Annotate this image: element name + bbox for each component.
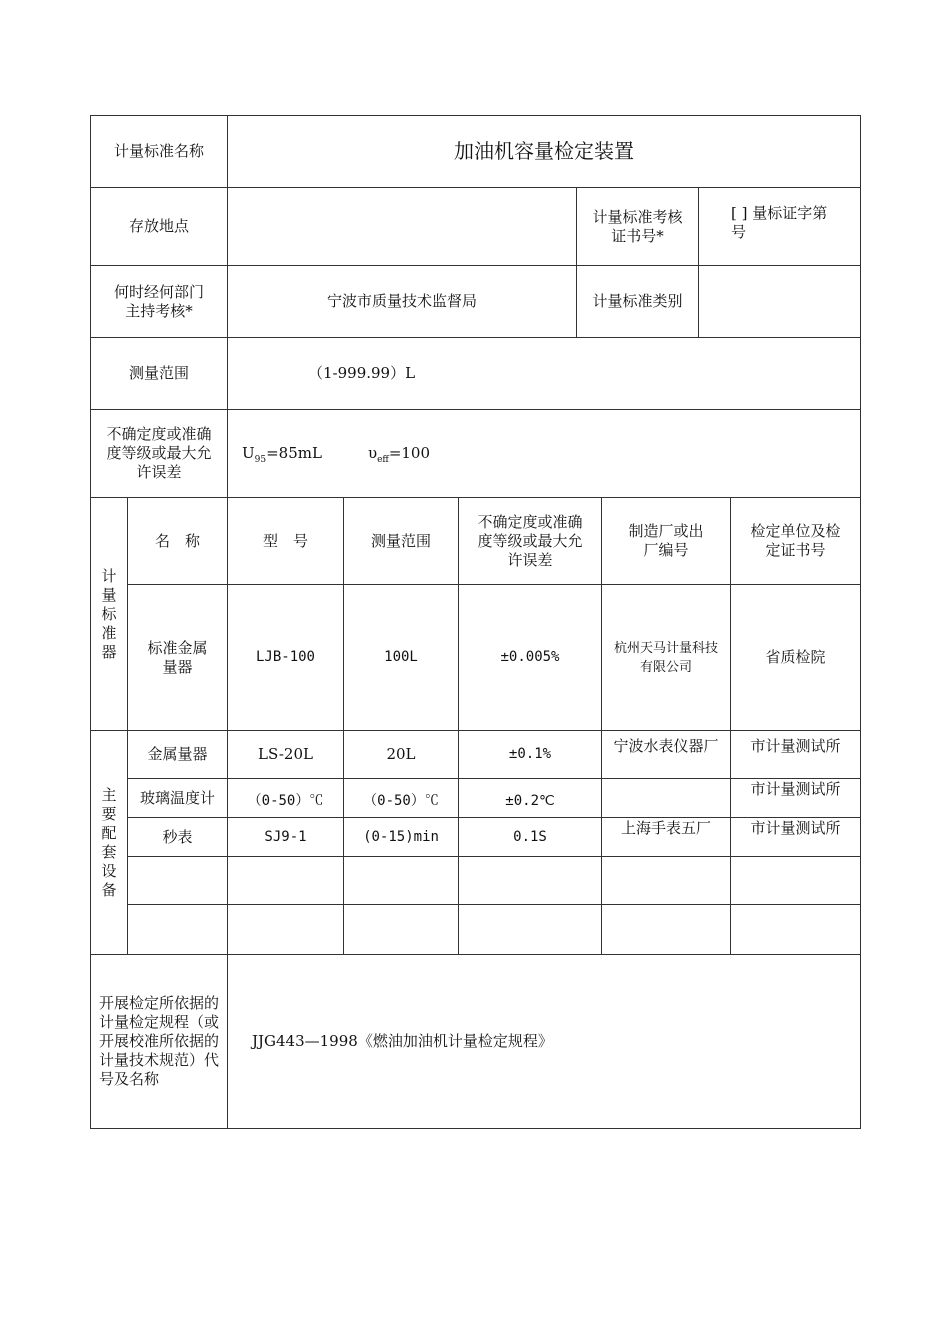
vertical-char: 备 [101,880,117,899]
assessment-dept-label: 何时经何部门主持考核* [113,282,204,320]
header-verification-unit: 检定单位及检定证书号 [750,522,841,559]
uncertainty-value [228,410,860,497]
equipment-model: SJ9-1 [264,828,307,845]
standard-range: 100L [384,649,418,665]
equipment-range [344,905,458,954]
standard-name: 标准金属量器 [147,638,208,676]
equipment-manufacturer [602,905,730,954]
header-uncertainty: 不确定度或准确度等级或最大允许误差 [477,512,583,569]
header-model: 型 号 [262,531,308,550]
equipment-range: (0-15)min [363,828,439,845]
equipment-model: （0-50）℃ [247,792,324,809]
header-range: 测量范围 [370,531,431,550]
standard-uncertainty: ±0.005% [500,649,560,665]
equipment-uncertainty: ±0.1% [508,746,552,762]
location-value [228,188,576,265]
equipment-verification-unit [731,905,860,954]
category-value [699,266,860,337]
equipment-manufacturer [602,857,730,904]
equipment-range: （0-50）℃ [363,792,439,809]
category-label: 计量标准类别 [592,292,683,310]
vertical-char: 标 [101,604,117,623]
range-value: （1-999.99）L [308,364,416,382]
vertical-char: 套 [101,842,117,861]
standard-verification-unit: 省质检院 [765,648,826,666]
equipment-name: 秒表 [162,827,193,846]
equipment-uncertainty [459,905,601,954]
basis-label: 开展检定所依据的计量检定规程（或开展校准所依据的计量技术规范）代号及名称 [99,994,220,1088]
equipment-manufacturer: 上海手表五厂 [620,819,711,837]
location-label: 存放地点 [128,217,189,235]
standard-section-label [91,498,127,730]
header-name: 名 称 [154,531,200,550]
equipment-range: 20L [386,745,416,763]
border-bottom [90,1128,861,1129]
vertical-char: 设 [101,861,117,880]
equipment-uncertainty: ±0.2℃ [505,792,555,809]
range-label: 测量范围 [128,364,189,382]
equipment-name: 金属量器 [147,745,208,763]
vertical-char: 准 [101,623,117,642]
vertical-char: 计 [101,566,117,585]
equipment-model: LS-20L [258,745,313,763]
vertical-char: 要 [101,804,117,823]
equipment-uncertainty: 0.1S [513,828,547,845]
equipment-name [128,905,227,954]
equipment-range [344,857,458,904]
u95-value: $U_{95}=85mL$ [242,444,322,465]
vertical-char: 配 [101,823,117,842]
equipment-manufacturer: 宁波水表仪器厂 [613,737,719,755]
veff-value: $\upsilon_{eff}=100$ [367,444,431,465]
standard-model: LJB-100 [255,649,315,665]
equipment-model [228,905,343,954]
equipment-name [128,857,227,904]
vertical-char: 器 [101,642,117,661]
equipment-section-label [91,731,127,954]
vertical-char: 主 [101,785,117,804]
equipment-verification-unit: 市计量测试所 [750,737,841,755]
vertical-char: 量 [101,585,117,604]
equipment-verification-unit: 市计量测试所 [750,780,841,798]
equipment-model [228,857,343,904]
cert-number-label: 计量标准考核证书号* [592,207,683,245]
header-manufacturer: 制造厂或出厂编号 [628,522,704,559]
equipment-verification-unit [731,857,860,904]
basis-value: JJG443—1998《燃油加油机计量检定规程》 [252,1032,553,1050]
standard-name-value: 加油机容量检定装置 [454,139,634,163]
equipment-uncertainty [459,857,601,904]
standard-manufacturer: 杭州天马计量科技有限公司 [613,640,718,675]
cert-number-value: [ ] 量标证字第 号 [731,204,828,241]
standard-name-label: 计量标准名称 [113,142,204,160]
border-right [860,115,861,1129]
uncertainty-label: 不确定度或准确度等级或最大允许误差 [106,425,212,481]
assessment-dept-value: 宁波市质量技术监督局 [326,292,477,310]
equipment-verification-unit: 市计量测试所 [750,819,841,837]
equipment-manufacturer [602,779,730,817]
equipment-name: 玻璃温度计 [140,788,216,807]
